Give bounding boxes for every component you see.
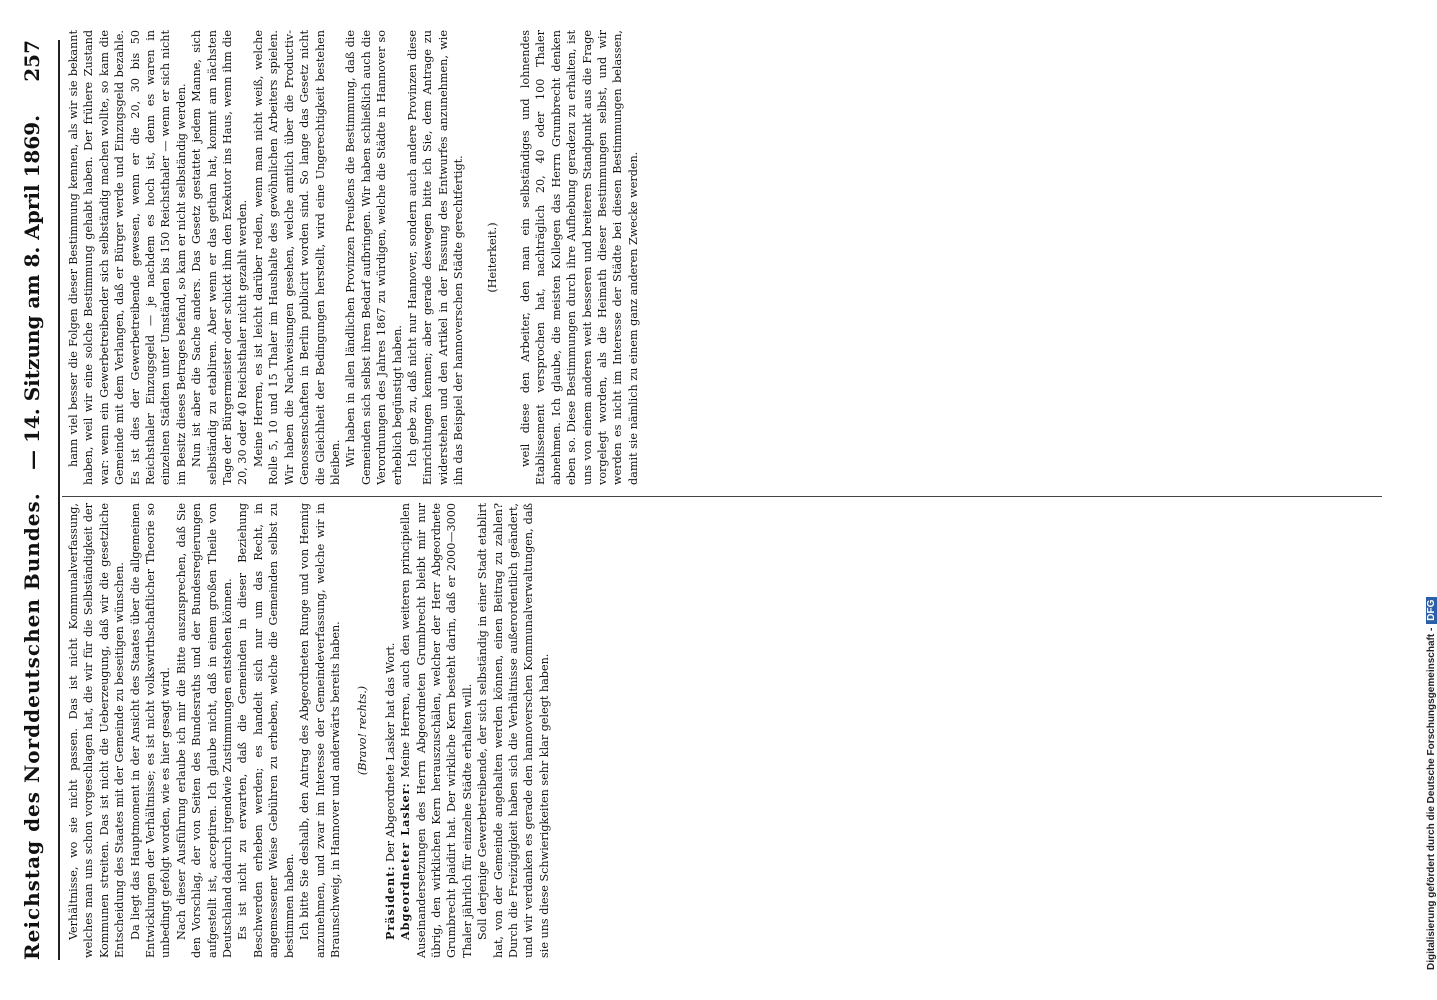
header-session [20,40,44,470]
paragraph: Soll derjenige Gewerbetreibende, der sich selbständig in einer Stadt etablirt hat, von der Gemeinde angehalten werden können, einen Beitrag zu zahlen? Durch die Freizügigkeit haben sich die Verhältnisse außerordentlich geändert, und wir verdanken es gerade den hannoverschen Kommunalverwaltungen, daß sie uns diese Schwierigkeiten sehr klar gelegt haben. [476,503,551,958]
paragraph: Da liegt das Hauptmoment in der Ansicht des Staates über die allgemeinen Entwicklungen der Verhältnisse; es ist nicht volkswirthschaftlicher Theorie so unbedingt gefolgt worden, wie es hier gesagt wird. [128,503,173,958]
president-text: Der Abgeordnete Lasker hat das Wort. [383,642,397,862]
president-line [383,503,398,958]
session-date: — 14. Sitzung am 8. April 1869. [20,114,44,470]
page-number: 257 [20,40,44,82]
paragraph: Wir haben in allen ländlichen Provinzen Preußens die Bestimmung, daß die Gemeinden sich selbst ihren Bedarf aufbringen. Wir haben schließlich auch die Verordnungen des Jahres 1867 zu würdigen, welche die Städte in Hannover so erheblich begünstigt haben. [344,30,404,485]
speaker-text: Meine Herren, auch den weiteren principiellen Auseinandersetzungen des Herrn Abgeordneten Grumbrecht bleibt mir nur übrig, den wirklichen Kern herauszuschälen, welcher der Herr Abgeordnete Grumbrecht plaidirt hat. Der wirkliche Kern besteht darin, daß er 2000—3000 Thaler jährlich für einzelne Städte erhalten will. [399,503,474,958]
paragraph: weil diese den Arbeiter, den man ein selbständiges und lohnendes Etablissement versprochen hat, nachträglich 20, 40 oder 100 Thaler abnehmen. Ich glaube, die meisten Kollegen das Herrn Grumbrecht denken eben so. Diese Bestimmungen durch ihre Aufhebung geradezu zu erhalten, ist uns von einem anderen weit besseren und breiteren Standpunkt aus die Frage vorgelegt worden, als die Heimath dieser Bestimmungen selbst, und wir werden es nicht im Interesse der Städte bei diesen Bestimmungen belassen, damit sie nämlich zu einem ganz anderen Zwecke werden. [518,30,640,485]
credit-text-wrap [1426,30,1437,970]
header-title: Reichstag des Norddeutschen Bundes. [20,492,44,960]
credit-label: Digitalisierung gefördert durch die Deutsche Forschungsgemeinschaft - [1426,627,1437,970]
header-rule [58,40,60,960]
digitization-credit [1412,30,1437,970]
paragraph: Meine Herren, es ist leicht darüber reden, wenn man nicht weiß, welche Rolle 5, 10 und 15 Thaler im Haushalte des gewöhnlichen Arbeiters spielen. Wir haben die Nachweisungen gesehen, welche amtlich über die Productiv-Genossenschaften in Berlin publicirt worden sind. So lange das Gesetz nicht die Gleichheit der Bedingungen herstellt, wird eine Ungerechtigkeit bestehen bleiben. [251,30,342,485]
column-divider [62,496,1382,497]
speaker-line [398,503,475,958]
left-column [66,503,552,958]
speaker-label: Abgeordneter Lasker: [398,782,413,940]
president-label: Präsident: [382,865,397,940]
paragraph: hann viel besser die Folgen dieser Bestimmung kennen, als wir sie bekannt haben, weil wir eine solche Bestimmung gehabt haben. Der frühere Zustand war: wenn ein Gewerbetreibender sich selbständig machen wollte, so kam die Gemeinde mit dem Verlangen, daß er Bürger werde und Einzugsgeld bezahle. Es ist dies der Gewerbetreibende gewesen, wenn er die 20, 30 bis 50 Reichsthaler Einzugsgeld — je nachdem es hoch ist, denn es waren in einzelnen Städten unter Umständen bis 150 Reichsthaler — wenn er sich nicht im Besitz dieses Betrages befand, so kam er nicht selbständig werden. [67,30,188,485]
applause-note: (Bravo! rechts.) [356,685,370,776]
paragraph: Ich gebe zu, daß nicht nur Hannover, sondern auch andere Provinzen diese Einrichtungen kennen; aber gerade deswegen bitte ich Sie, dem Antrage zu widerstehen und den Artikel in der Fassung des Entwurfes anzunehmen, wie ihn das Beispiel der hannoverschen Städte gerechtfertigt. [405,30,466,485]
applause-note: (Heiterkeit.) [485,222,499,293]
dfg-logo: DFG [1426,597,1437,624]
right-column [66,30,641,485]
paragraph: Nun ist aber die Sache anders. Das Gesetz gestattet jedem Manne, sich selbständig zu etabliren. Aber wenn er das gethan hat, kommt am nächsten Tage der Bürgermeister oder schickt ihm den Exekutor ins Haus, wenn ihm die 20, 30 oder 40 Reichsthaler nicht gezahlt werden. [190,30,250,485]
paragraph: Es ist nicht zu erwarten, daß die Gemeinden in dieser Beziehung Beschwerden erheben werden; es handelt sich nur um das Recht, in angemessener Weise Gebühren zu erheben, welche die Gemeinden selbst zu bestimmen haben. [236,503,296,958]
paragraph: Verhältnisse, wo sie nicht passen. Das ist nicht Kommunalverfassung, welches man uns schon vorgeschlagen hat, die wir für die Selbständigkeit der Kommunen streiten. Das ist nicht die Ueberzeugung, daß wir die gesetzliche Entscheidung des Staates mit der Gemeinde zu beseitigen wünschen. [67,503,127,958]
paragraph: Ich bitte Sie deshalb, den Antrag des Abgeordneten Runge und von Hennig anzunehmen, und zwar im Interesse der Gemeindeverfassung, welche wir in Braunschweig, in Hannover und anderwärts bereits haben. [298,503,342,958]
paragraph: Nach dieser Ausführung erlaube ich mir die Bitte auszusprechen, daß Sie den Vorschlag, der von Seiten des Bundesraths und der Bundesregierungen aufgestellt ist, acceptiren. Ich glaube nicht, daß in einem großen Theile von Deutschland dadurch irgendwie Zustimmungen entstehen können. [174,503,235,958]
